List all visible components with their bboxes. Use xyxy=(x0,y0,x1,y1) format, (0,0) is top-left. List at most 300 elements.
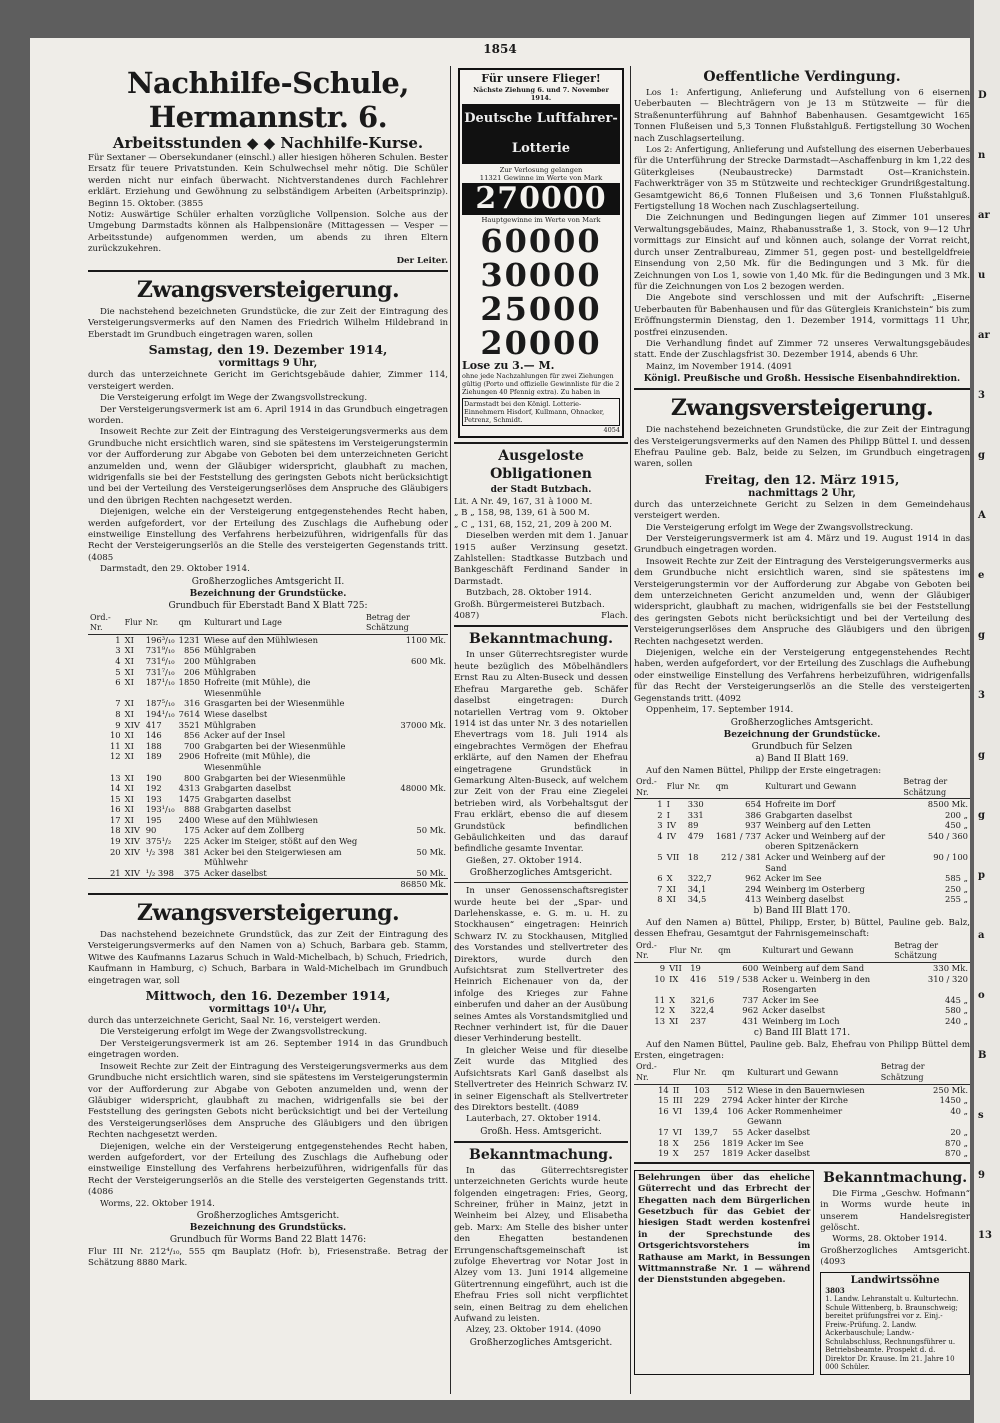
table-cell: XI xyxy=(124,655,134,666)
parcel-table xyxy=(634,777,970,905)
table-cell: 2 xyxy=(657,809,663,820)
table-cell: 17 xyxy=(109,814,121,825)
next-page-fragment: 3 xyxy=(978,690,985,701)
table-row xyxy=(88,825,448,836)
divider xyxy=(454,882,628,883)
table-cell: Acker im See xyxy=(747,1137,804,1148)
column-right xyxy=(634,66,970,1378)
table-cell: XIV xyxy=(124,825,140,836)
table-row xyxy=(634,1005,970,1016)
table-cell: 37000 Mk. xyxy=(400,719,446,730)
table-cell: XIV xyxy=(124,719,140,730)
table-cell: 229 xyxy=(693,1095,710,1106)
school-ad xyxy=(88,66,448,267)
table-cell: 90 xyxy=(145,825,157,836)
table-header-cell: qm xyxy=(714,777,763,799)
table-header-cell: Flur xyxy=(667,941,688,963)
table-cell: 190 xyxy=(145,772,162,783)
column-rule-1 xyxy=(450,66,451,1394)
table-cell: 7614 xyxy=(178,708,200,719)
table-row xyxy=(634,995,970,1006)
lottery-prize: 60000 xyxy=(480,222,602,260)
table-cell: III xyxy=(672,1095,683,1106)
auction-text: durch das unterzeichnete Gericht im Gerichtsgebäude dahier, Zimmer 114, versteigert werden. xyxy=(88,370,448,392)
divider xyxy=(454,1141,628,1143)
table-cell: 9 xyxy=(115,719,121,730)
table-cell: 10 xyxy=(109,730,121,741)
table-cell: 731⁷/₁₀ xyxy=(145,666,175,677)
divider xyxy=(634,388,970,390)
table-cell: 7 xyxy=(115,698,121,709)
table-cell: 580 „ xyxy=(945,1005,968,1016)
notice-heading: Bekanntmachung. xyxy=(469,631,613,648)
table-row xyxy=(88,815,448,826)
next-page-fragment: 3 xyxy=(978,390,985,401)
table-row xyxy=(634,1127,970,1138)
table-cell: 4 xyxy=(657,830,663,841)
table-row xyxy=(634,1095,970,1106)
table-row xyxy=(88,836,448,847)
newspaper-page xyxy=(30,38,970,1400)
table-header-cell: qm xyxy=(720,1062,745,1084)
table-cell: 737 xyxy=(742,994,759,1005)
divider xyxy=(88,893,448,895)
lottery-prize: 30000 xyxy=(480,256,602,294)
table-cell: ¹/₂ 398 xyxy=(145,867,174,878)
table-cell: Acker im See xyxy=(765,873,822,884)
table-cell: XIV xyxy=(124,846,140,857)
parcel-table-title: Bezeichnung des Grundstücks. xyxy=(189,1222,347,1233)
table-cell: 6 xyxy=(115,677,121,688)
table-cell: 375¹/₂ xyxy=(145,836,172,847)
table-cell: 200 „ xyxy=(945,809,968,820)
table-cell: 1231 xyxy=(178,634,200,645)
auction-eberstadt xyxy=(88,275,448,890)
table-cell: XI xyxy=(124,740,134,751)
table-cell: XI xyxy=(124,814,134,825)
auction-intro: Das nachstehend bezeichnete Grundstück, das zur Zeit der Eintragung des Versteigerungsvermerks auf den Namen von a) Schuch, Barbara geb. Stamm, Witwe des Kaufmanns Lazarus Schuch in Wald-Michelbach, b) Schuch, Friedrich, Kaufmann in Hamburg, c) Schuch, Barbara in Wald-Michelbach im Grundbuch eingetragen war, soll xyxy=(88,930,448,986)
auction-date: Mittwoch, den 16. Dezember 1914, xyxy=(145,988,391,1004)
table-cell: 316 xyxy=(183,698,200,709)
tender-heading: Oeffentliche Verdingung. xyxy=(703,69,901,85)
table-cell: 212 / 381 xyxy=(721,852,762,863)
parcel-section: c) Band III Blatt 171. xyxy=(753,1027,851,1038)
divider xyxy=(454,442,628,444)
table-header-cell: Kulturart und Gewann xyxy=(763,777,901,799)
divider xyxy=(454,625,628,627)
table-cell: 20 xyxy=(109,846,121,857)
table-cell: Weinberg im Osterberg xyxy=(765,883,865,894)
table-header-cell: Betrag der Schätzung xyxy=(892,941,970,963)
auction-intro: Die nachstehend bezeichneten Grundstücke, die zur Zeit der Eintragung des Versteigerungsvermerks auf den Namen des Philipp Büttel I. und dessen Ehefrau Pauline geb. Balz, beide zu Selzen, im Grundbuch eingetragen waren, sollen xyxy=(634,425,970,470)
table-cell: 4313 xyxy=(178,783,200,794)
parcel-table-subtitle: Grundbuch für Eberstadt Band X Blatt 725: xyxy=(168,600,368,611)
table-cell: 193 xyxy=(145,793,162,804)
table-cell: XI xyxy=(669,1016,679,1026)
table-cell: Acker daselbst xyxy=(203,867,267,878)
parcel-table-subtitle: Grundbuch für Selzen xyxy=(751,741,853,752)
table-header-cell: Kulturart und Gewann xyxy=(745,1062,879,1084)
table-row xyxy=(88,741,448,752)
table-cell: 937 xyxy=(745,820,762,831)
parcel-section: b) Band III Blatt 170. xyxy=(753,906,851,917)
table-cell: 19 xyxy=(690,963,701,974)
table-cell: 225 xyxy=(183,836,200,847)
parcel-total: 86850 Mk. xyxy=(364,879,448,890)
lottery-draw-date: Nächste Ziehung 6. und 7. November 1914. xyxy=(473,86,609,102)
teach-text: Belehrungen über das eheliche Güterrecht und das Erbrecht der Ehegatten nach dem Bürgerlichen Gesetzbuch für das Gebiet der hiesigen Stadt werden kostenfrei in der Sprechstunde des Ortsgerichtsvorstehers im Rathause am Markt, in Bessungen Wittmannstraße Nr. 1 — während der Dienststunden abgegeben. xyxy=(638,1172,811,1286)
auction-text: Die Versteigerung erfolgt im Wege der Zwangsvollstreckung. xyxy=(100,393,368,404)
table-row xyxy=(88,773,448,784)
table-row xyxy=(88,698,448,709)
auction-heading: Zwangsversteigerung. xyxy=(136,277,400,304)
auction-text: Der Versteigerungsvermerk ist am 6. April 1914 in das Grundbuch eingetragen worden. xyxy=(88,404,448,426)
table-header-cell: Ord.-Nr. xyxy=(634,941,667,963)
table-cell: Grabgarten daselbst xyxy=(203,793,292,804)
next-page-fragment: u xyxy=(978,270,986,281)
table-row xyxy=(88,804,448,815)
table-header-cell: Ord.-Nr. xyxy=(88,613,123,635)
table-header-cell: Nr. xyxy=(686,777,714,799)
next-page-fragment: p xyxy=(978,870,985,881)
next-page-fragment: e xyxy=(978,570,985,581)
next-page-fragment: n xyxy=(978,150,986,161)
table-cell: 50 Mk. xyxy=(416,846,446,857)
lottery-ad xyxy=(458,68,624,438)
page-number: 1854 xyxy=(483,42,517,56)
auction-text: Diejenigen, welche ein der Versteigerung entgegenstehendes Recht haben, werden aufgefordert, vor der Erteilung des Zuschlags die Aufhebung oder einstweilige Einstellung des Verfahrens herbeizuführen, widrigenfalls für das Recht der Versteigerungserlös an die Stelle des versteigerten Gegenstands tritt. (4085 xyxy=(88,507,448,563)
next-page-fragment: s xyxy=(978,1110,984,1121)
divider xyxy=(634,1162,970,1164)
table-cell: 310 / 320 xyxy=(927,973,968,984)
school-text: Für Sextaner — Obersekundaner (einschl.) aller hiesigen höheren Schulen. Bester Ersatz für teuere Privatstunden. Kein Schulwechsel mehr nötig. Die Schüler werden nicht nur einfach überwacht. Nichtverstandenes durch Fachlehrer erklärt. Erziehung und Gewöhnung zu selbständigem Arbeiten (Arbeitsprinzip). Beginn 15. Oktober. (3855 xyxy=(88,153,448,209)
table-cell: XI xyxy=(124,793,134,804)
auction-court: Großherzogliches Amtsgericht. xyxy=(730,717,874,728)
table-header-cell: Betrag der Schätzung xyxy=(901,777,970,799)
table-cell: 55 xyxy=(732,1126,744,1137)
table-cell: XIV xyxy=(124,867,140,878)
table-cell: X xyxy=(672,1148,679,1159)
auction-time: vormittags 10¹/₄ Uhr, xyxy=(209,1004,327,1016)
table-cell: Mühlgraben xyxy=(203,719,257,730)
table-cell: 90 / 100 xyxy=(933,852,968,863)
table-cell: 322,4 xyxy=(690,1005,715,1016)
table-cell: 196³/₁₀ xyxy=(145,634,175,645)
table-cell: 856 xyxy=(183,730,200,741)
bonds-name: Flach. xyxy=(601,611,628,622)
table-cell: XI xyxy=(124,730,134,741)
table-cell: 187¹/₁₀ xyxy=(145,677,175,688)
table-cell: Acker und Weinberg auf der Sand xyxy=(765,852,886,873)
table-cell: 255 „ xyxy=(945,894,968,905)
table-cell: Grabgarten bei der Wiesenmühle xyxy=(203,772,346,783)
table-row xyxy=(634,894,970,905)
table-header-cell: Ord.-Nr. xyxy=(634,1062,671,1084)
auction-place-date: Oppenheim, 17. September 1914. xyxy=(646,705,794,716)
table-cell: 200 xyxy=(183,655,200,666)
parcel-owner: Auf den Namen Büttel, Pauline geb. Balz, Ehefrau von Philipp Büttel dem Ersten, eingetragen: xyxy=(634,1039,970,1061)
table-cell: XI xyxy=(124,751,134,762)
table-row xyxy=(88,794,448,805)
table-cell xyxy=(364,815,448,826)
table-cell xyxy=(364,730,448,741)
bonds-date: Butzbach, 28. Oktober 1914. xyxy=(466,588,592,599)
table-cell xyxy=(364,645,448,656)
auction-text: Diejenigen, welche ein der Versteigerung entgegenstehendes Recht haben, werden aufgefordert, vor der Erteilung des Zuschlags die Aufhebung oder einstweilige Einstellung des Verfahrens herbeizuführen, widrigenfalls für das Recht der Versteigerungserlös an die Stelle des versteigerten Gegenstands tritt. (4092 xyxy=(634,648,970,704)
auction-text: Die Versteigerung erfolgt im Wege der Zwangsvollstreckung. xyxy=(100,1027,368,1038)
table-cell: 16 xyxy=(658,1105,669,1116)
table-cell: 330 xyxy=(687,799,704,810)
table-cell: 13 xyxy=(109,772,121,783)
table-cell: Wiese daselbst xyxy=(203,708,268,719)
bonds-row: „ C „ 131, 68, 152, 21, 209 à 200 M. xyxy=(454,519,612,530)
table-cell: 654 xyxy=(745,799,762,810)
table-cell: 870 „ xyxy=(945,1137,968,1148)
notice-date: Gießen, 27. Oktober 1914. xyxy=(466,855,582,866)
lottery-sellers: Darmstadt bei den Königl. Lotterie-Einnehmern Hisdorf, Kullmann, Ohnacker, Petrenz, Schmidt. xyxy=(462,398,620,426)
table-row xyxy=(634,1106,970,1127)
table-cell: XI xyxy=(124,708,134,719)
auction-worms xyxy=(88,898,448,1270)
table-cell: Acker auf dem Zollberg xyxy=(203,825,305,836)
lottery-headline: Für unsere Flieger! xyxy=(481,72,601,85)
auction-time: vormittags 9 Uhr, xyxy=(218,358,318,370)
table-cell: 416 xyxy=(690,973,707,984)
table-cell: 431 xyxy=(742,1016,759,1026)
table-cell: Acker daselbst xyxy=(747,1126,810,1137)
column-left xyxy=(88,66,448,1270)
table-cell: XIV xyxy=(124,836,140,847)
table-cell: 417 xyxy=(145,719,162,730)
table-cell: 331 xyxy=(687,809,704,820)
notice-giessen xyxy=(454,630,628,879)
next-page-fragment: g xyxy=(978,810,985,821)
table-cell: X xyxy=(666,873,673,884)
next-page-edge xyxy=(974,0,1000,1423)
auction-heading: Zwangsversteigerung. xyxy=(136,900,400,927)
auction-text: Insoweit Rechte zur Zeit der Eintragung des Versteigerungsvermerks aus dem Grundbuche nicht ersichtlich waren, sind sie spätestens im Versteigerungstermin vor der Aufforderung zur Abgabe von Geboten bei dem unterzeichneten Gericht anzumelden und, wenn der Gläubiger widerspricht, glaubhaft zu machen, widrigenfalls sie bei der Feststellung des geringsten Gebots nicht berücksichtigt und bei der Verteilung des Versteigerungserlöses dem Anspruche des Gläubigers und den übrigen Rechten nachgesetzt werden. xyxy=(634,556,970,647)
table-cell: Acker im Steiger, stößt auf den Weg xyxy=(203,836,358,847)
notice-alzey xyxy=(454,1146,628,1349)
table-row xyxy=(88,656,448,667)
notice-text: Die Firma „Geschw. Hofmann“ in Worms wurde heute in unserem Handelsregister gelöscht. xyxy=(820,1188,970,1233)
next-page-fragment: g xyxy=(978,750,985,761)
table-row xyxy=(634,831,970,852)
table-cell: 1819 xyxy=(721,1137,744,1148)
table-cell: Weinberg daselbst xyxy=(765,894,844,905)
table-cell: 250 „ xyxy=(945,883,968,894)
auction-court: Großherzogliches Amtsgericht. xyxy=(196,1210,340,1221)
table-cell: 6 xyxy=(657,873,663,884)
table-cell: 731⁹/₁₀ xyxy=(145,645,175,656)
parcel-table-subtitle: Grundbuch für Worms Band 22 Blatt 1476: xyxy=(169,1234,367,1245)
next-page-fragment: ar xyxy=(978,330,990,341)
table-cell: 870 „ xyxy=(945,1148,968,1159)
table-cell: Acker im See xyxy=(762,994,819,1005)
table-cell: 8 xyxy=(657,894,663,905)
tender-text: Die Angebote sind verschlossen und mit der Aufschrift: „Eiserne Ueberbauten für Babenhausen und für das Gütergleis Kranichstein“ bis zum Eröffnungstermin Dienstag, den 1. Dezember 1914, vormittags 11 Uhr, postfrei einzusenden. xyxy=(634,293,970,338)
auction-date: Samstag, den 19. Dezember 1914, xyxy=(148,342,388,358)
table-cell: 187⁵/₁₀ xyxy=(145,698,175,709)
table-cell: IV xyxy=(666,830,676,841)
table-cell: 962 xyxy=(742,1005,759,1016)
table-header-cell: Betrag der Schätzung xyxy=(364,613,448,635)
landwirt-ad xyxy=(820,1272,970,1375)
table-cell xyxy=(364,751,448,772)
next-page-fragment: a xyxy=(978,930,985,941)
table-row xyxy=(88,847,448,868)
table-cell: 195 xyxy=(145,814,162,825)
table-cell: 1450 „ xyxy=(939,1095,968,1106)
bonds-heading: Ausgeloste Obligationen xyxy=(490,448,592,482)
table-cell: 413 xyxy=(745,894,762,905)
table-cell xyxy=(364,741,448,752)
table-cell: 9 xyxy=(659,963,666,974)
table-cell: 1 xyxy=(115,634,121,645)
table-cell: 5 xyxy=(115,666,121,677)
parcel-table xyxy=(634,1062,970,1158)
table-cell: 20 „ xyxy=(950,1126,968,1137)
bonds-text: Dieselben werden mit dem 1. Januar 1915 außer Verzinsung gesetzt. Zahlstellen: Stadtkasse Butzbach und Bankgeschäft Ferdinand Sander in Darmstadt. xyxy=(454,531,628,587)
table-row xyxy=(634,852,970,873)
table-cell: 15 xyxy=(658,1095,669,1106)
auction-date: Freitag, den 12. März 1915, xyxy=(704,471,900,487)
landwirt-title: Landwirtssöhne xyxy=(850,1274,940,1286)
next-page-fragment: o xyxy=(978,990,985,1001)
table-cell: 175 xyxy=(183,825,200,836)
table-cell: XI xyxy=(124,634,134,645)
table-header-cell: qm xyxy=(716,941,760,963)
parcel-row: Flur III Nr. 212⁴/₁₀, 555 qm Bauplatz (Hofr. b), Friesenstraße. Betrag der Schätzung 8880 Mark. xyxy=(88,1246,448,1269)
table-cell: 2906 xyxy=(178,751,200,762)
auction-text: Diejenigen, welche ein der Versteigerung entgegenstehendes Recht haben, werden aufgefordert, vor der Erteilung des Zuschlags die Aufhebung oder einstweilige Einstellung des Verfahrens herbeizuführen, widrigenfalls für das Recht der Versteigerungserlös an die Stelle des versteigerten Gegenstands tritt. (4086 xyxy=(88,1141,448,1198)
auction-text: Insoweit Rechte zur Zeit der Eintragung des Versteigerungsvermerks aus dem Grundbuche nicht ersichtlich waren, sind sie spätestens im Versteigerungstermin vor der Aufforderung zur Abgabe von Geboten anzumelden und, wenn der Gläubiger widerspricht, glaubhaft zu machen, widrigenfalls sie bei der Feststellung des geringsten Gebots nicht berücksichtigt und bei der Verteilung des Versteigerungserlöses dem Anspruche des Gläubigers und den übrigen Rechten nachgesetzt werden. xyxy=(88,1061,448,1141)
next-page-fragment: g xyxy=(978,630,985,641)
parcel-table xyxy=(88,613,448,890)
table-row xyxy=(88,667,448,678)
table-row xyxy=(88,709,448,720)
school-notice: Notiz: Auswärtige Schüler erhalten vorzügliche Vollpension. Solche aus der Umgebung Darmstadts können als Halbpensionäre (Mittagessen — Vesper — Arbeitsstunde) aufgenommen werden, um abends zu ihren Eltern zurückzukehren. xyxy=(88,210,448,255)
table-cell: 206 xyxy=(183,666,200,677)
table-header-cell: Flur xyxy=(123,613,144,635)
table-cell: 856 xyxy=(183,645,200,656)
table-cell: Wiese in den Bauernwiesen xyxy=(747,1084,865,1095)
table-cell: 193¹/₁₀ xyxy=(145,804,175,815)
table-cell: 19 xyxy=(658,1148,669,1159)
notice-date: Worms, 28. Oktober 1914. xyxy=(832,1234,948,1245)
teach-ad xyxy=(634,1170,814,1375)
parcel-owner: Auf den Namen a) Büttel, Philipp, Erster, b) Büttel, Pauline geb. Balz, dessen Ehefrau, Gesamtgut der Fahrnisgemeinschaft: xyxy=(634,918,970,940)
table-row xyxy=(88,645,448,656)
column-rule-2 xyxy=(630,66,631,1394)
table-cell: 7 xyxy=(657,883,663,894)
table-cell: 12 xyxy=(109,751,121,762)
table-row xyxy=(88,783,448,794)
lottery-prize: 20000 xyxy=(480,324,602,362)
table-cell: I xyxy=(666,809,670,820)
table-cell: Weinberg auf dem Sand xyxy=(762,963,865,974)
table-cell: 1681 / 737 xyxy=(715,830,762,841)
table-cell: 18 xyxy=(658,1137,669,1148)
table-cell: 16 xyxy=(109,804,121,815)
auction-court: Großherzogliches Amtsgericht II. xyxy=(191,576,345,587)
bottom-row xyxy=(634,1167,970,1378)
table-cell xyxy=(364,677,448,698)
table-cell: 18 xyxy=(687,852,699,863)
tender-notice xyxy=(634,68,970,385)
table-cell: Grasgarten bei der Wiesenmühle xyxy=(203,698,345,709)
notice-heading: Bekanntmachung. xyxy=(823,1169,968,1186)
table-cell: 8500 Mk. xyxy=(927,799,968,810)
table-cell: Weinberg auf den Letten xyxy=(765,820,871,831)
table-cell: 14 xyxy=(658,1084,669,1095)
table-cell: Acker daselbst xyxy=(762,1005,826,1016)
table-cell: XI xyxy=(666,894,676,905)
table-row xyxy=(634,963,970,974)
table-cell: Grabgarten daselbst xyxy=(765,809,853,820)
notice-court: Großherzogliches Amtsgericht. xyxy=(469,1337,613,1348)
bonds-code-value: 4087) xyxy=(454,611,480,622)
table-row xyxy=(634,1138,970,1149)
table-cell: 50 Mk. xyxy=(416,867,446,878)
table-cell: 512 xyxy=(727,1084,744,1095)
table-cell: 321,6 xyxy=(690,994,715,1005)
lottery-name: Deutsche Luftfahrer-Lotterie xyxy=(462,104,620,164)
bonds-signature: Großh. Bürgermeisterei Butzbach. xyxy=(454,599,605,610)
table-row xyxy=(634,1084,970,1095)
table-cell: 4 xyxy=(115,655,121,666)
table-cell: Grabgarten bei der Wiesenmühle xyxy=(203,740,346,751)
table-header-cell: Kulturart und Gewann xyxy=(760,941,892,963)
table-cell: 386 xyxy=(745,809,762,820)
table-cell: X xyxy=(669,994,676,1005)
auction-text: durch das unterzeichnete Gericht zu Selzen in dem Gemeindehaus versteigert werden. xyxy=(634,499,970,522)
next-page-fragment: g xyxy=(978,450,985,461)
table-cell: 13 xyxy=(654,1016,666,1026)
bonds-code xyxy=(454,611,628,622)
table-cell: 17 xyxy=(658,1126,669,1137)
table-cell: 731⁶/₁₀ xyxy=(145,655,175,666)
school-signature: Der Leiter. xyxy=(396,255,448,266)
table-header-cell: Kulturart und Lage xyxy=(202,613,364,635)
table-cell: XI xyxy=(124,698,134,709)
table-cell: Hofreite im Dorf xyxy=(765,799,836,810)
parcel-owner: Auf den Namen Büttel, Philipp der Erste eingetragen: xyxy=(646,765,882,776)
table-header-cell: Betrag der Schätzung xyxy=(879,1062,970,1084)
table-cell xyxy=(364,794,448,805)
table-cell: 445 „ xyxy=(945,994,968,1005)
table-cell: 106 xyxy=(727,1105,744,1116)
table-cell: 1100 Mk. xyxy=(405,634,446,645)
auction-text: Der Versteigerungsvermerk ist am 26. September 1914 in das Grundbuch eingetragen worden. xyxy=(88,1038,448,1061)
table-row xyxy=(634,810,970,821)
table-row xyxy=(634,1016,970,1027)
table-cell: 237 xyxy=(690,1016,707,1026)
table-header-cell: Ord.-Nr. xyxy=(634,777,665,799)
bonds-notice xyxy=(454,447,628,622)
table-cell: 48000 Mk. xyxy=(400,783,446,794)
notice-date: Alzey, 23. Oktober 1914. (4090 xyxy=(466,1325,602,1336)
bonds-row: „ B „ 158, 98, 139, 61 à 500 M. xyxy=(454,508,590,519)
notice-text: In unser Genossenschaftsregister wurde heute bei der „Spar- und Darlehenskasse, e. G. m. u. H. zu Stockhausen“ eingetragen: Heinrich Schwarz IV. zu Stockhausen, Mitglied des Vorstandes und stellvertreter des Direktors, wurde durch den Aufsichtsrat zum Stellvertreter des Heinrich Eichenauer von da, der infolge des Krieges zur Fahne einberufen und daher an der Ausübung seines Amtes als Vorstandsmitglied und Rechner verhindert ist, für die Dauer dieser Verhinderung bestellt. xyxy=(454,886,628,1045)
auction-place-date: Worms, 22. Oktober 1914. xyxy=(100,1198,215,1209)
auction-time: nachmittags 2 Uhr, xyxy=(748,487,856,499)
divider xyxy=(88,270,448,272)
table-header-cell: Flur xyxy=(671,1062,692,1084)
table-cell: Acker und Weinberg auf der oberen Spitzenäckern xyxy=(765,830,886,852)
table-cell: VI xyxy=(672,1126,683,1137)
notice-lauterbach xyxy=(454,886,628,1138)
